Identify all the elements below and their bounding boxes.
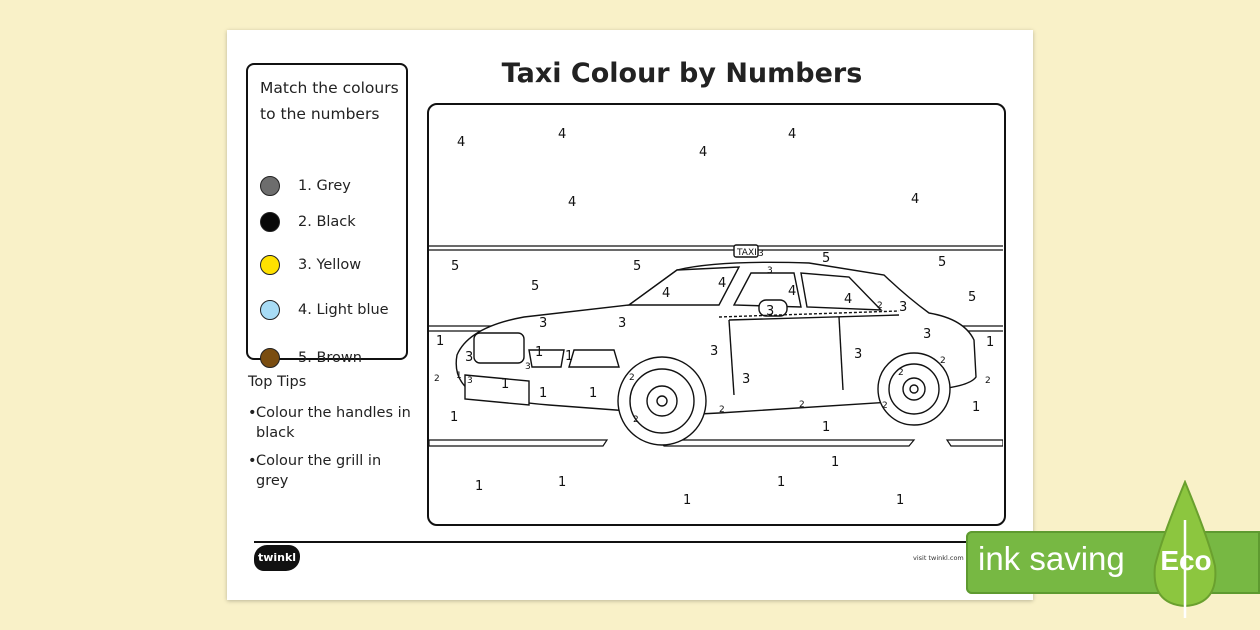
black-swatch bbox=[260, 212, 280, 232]
road-number: 1 bbox=[436, 334, 445, 349]
light-blue-swatch bbox=[260, 300, 280, 320]
car-number: 3 bbox=[525, 362, 531, 372]
road-number: 1 bbox=[986, 335, 995, 350]
sky-number: 4 bbox=[699, 145, 708, 160]
sky-number: 4 bbox=[788, 127, 797, 142]
road-markings bbox=[429, 440, 1003, 446]
road-number: 1 bbox=[777, 475, 786, 490]
background-number: 5 bbox=[531, 279, 540, 294]
sky-number: 4 bbox=[558, 127, 567, 142]
eco-label: Eco bbox=[1160, 545, 1212, 576]
key-label: 4. Light blue bbox=[298, 302, 389, 318]
car-number: 4 bbox=[844, 292, 853, 307]
key-item-yellow bbox=[260, 252, 361, 278]
car-number: 2 bbox=[633, 415, 639, 425]
colour-key-heading: Match the colours to the numbers bbox=[260, 79, 399, 123]
car-number: 3 bbox=[923, 327, 932, 342]
ink-saving-label: ink saving bbox=[978, 540, 1125, 577]
car-number: 2 bbox=[882, 401, 888, 411]
front-wheel bbox=[618, 357, 706, 445]
road-number: 1 bbox=[972, 400, 981, 415]
road-number: 1 bbox=[896, 493, 905, 508]
car-number: 1 bbox=[456, 371, 462, 381]
background-number: 5 bbox=[938, 255, 947, 270]
grey-swatch bbox=[260, 176, 280, 196]
car-number: 2 bbox=[629, 373, 635, 383]
road-number: 1 bbox=[822, 420, 831, 435]
road-number: 1 bbox=[475, 479, 484, 494]
car-number: 3 bbox=[758, 249, 764, 259]
car-number: 4 bbox=[718, 276, 727, 291]
visit-link[interactable]: visit twinkl.com bbox=[913, 554, 964, 562]
car-number: 3 bbox=[539, 316, 548, 331]
brown-swatch bbox=[260, 348, 280, 368]
key-item-grey bbox=[260, 173, 351, 199]
page-title: Taxi Colour by Numbers bbox=[501, 58, 863, 89]
key-label: 1. Grey bbox=[298, 178, 351, 194]
background-number: 5 bbox=[633, 259, 642, 274]
road-number: 1 bbox=[450, 410, 459, 425]
car-number: 2 bbox=[434, 374, 440, 384]
tip-item: • Colour the handles in black bbox=[248, 403, 413, 443]
car-number: 3 bbox=[767, 266, 773, 276]
car-number: 3 bbox=[618, 316, 627, 331]
car-number: 2 bbox=[985, 376, 991, 386]
car-number: 1 bbox=[535, 345, 544, 360]
car-number: 1 bbox=[539, 386, 548, 401]
road-number: 1 bbox=[831, 455, 840, 470]
car-number: 3 bbox=[710, 344, 719, 359]
road-number: 1 bbox=[683, 493, 692, 508]
taxi-illustration bbox=[429, 105, 1003, 523]
yellow-swatch bbox=[260, 255, 280, 275]
key-item-light-blue bbox=[260, 297, 389, 323]
top-tips-heading: Top Tips bbox=[248, 374, 307, 390]
car-number: 3 bbox=[465, 350, 474, 365]
road-number: 1 bbox=[558, 475, 567, 490]
background-number: 5 bbox=[822, 251, 831, 266]
tip-item: • Colour the grill in grey bbox=[248, 451, 413, 491]
key-label: 3. Yellow bbox=[298, 257, 362, 273]
sky-number: 4 bbox=[457, 135, 466, 150]
background-number: 5 bbox=[968, 290, 977, 305]
key-item-black bbox=[260, 209, 356, 235]
background-number: 5 bbox=[451, 259, 460, 274]
twinkl-logo: twinkl bbox=[254, 545, 300, 571]
car-number: 3 bbox=[467, 376, 473, 386]
car-number: 4 bbox=[662, 286, 671, 301]
sky-number: 4 bbox=[911, 192, 920, 207]
car-number: 3 bbox=[854, 347, 863, 362]
footer-divider bbox=[254, 541, 1006, 543]
key-item-brown bbox=[260, 345, 362, 371]
car-number: 2 bbox=[898, 368, 904, 378]
car-number: 3 bbox=[742, 372, 751, 387]
car-number: 3 bbox=[766, 304, 775, 319]
colouring-picture bbox=[427, 103, 1006, 526]
car-number: 1 bbox=[565, 349, 574, 364]
car-number: 2 bbox=[719, 405, 725, 415]
worksheet-page bbox=[227, 30, 1033, 600]
car-number: 2 bbox=[877, 301, 883, 311]
car-number: 1 bbox=[589, 386, 598, 401]
key-label: 2. Black bbox=[298, 214, 356, 230]
sky-number: 4 bbox=[568, 195, 577, 210]
car-number: 3 bbox=[899, 300, 908, 315]
car-number: 2 bbox=[940, 356, 946, 366]
key-label: 5. Brown bbox=[298, 350, 362, 366]
colour-key bbox=[246, 63, 408, 366]
car-number: 2 bbox=[799, 400, 805, 410]
car-number: 4 bbox=[788, 284, 797, 299]
taxi-sign: TAXI bbox=[737, 248, 757, 258]
car-number: 1 bbox=[501, 377, 510, 392]
